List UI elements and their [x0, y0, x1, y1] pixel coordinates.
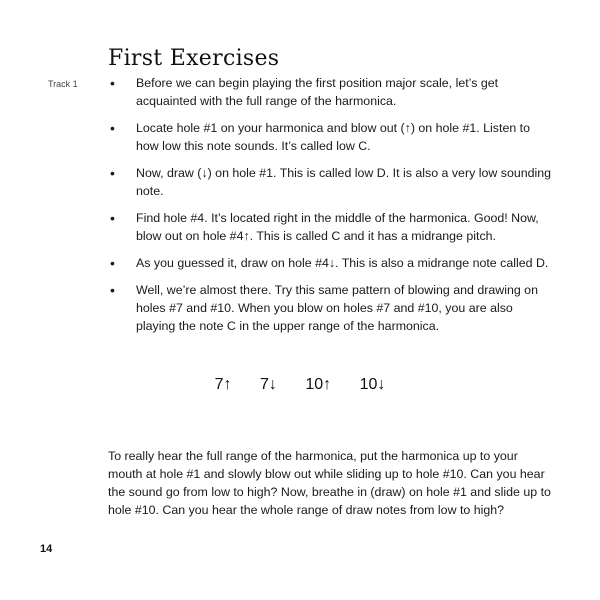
note-10-draw: 10↓ [359, 376, 386, 393]
note-10-blow: 10↑ [305, 376, 332, 393]
note-7-blow: 7↑ [214, 376, 232, 393]
page-title: First Exercises [108, 46, 280, 71]
track-label: Track 1 [48, 79, 78, 89]
closing-paragraph: To really hear the full range of the harmonica, put the harmonica up to your mouth at hole #1 and slowly blow out while sliding up to hole #10. Can you hear the sound go from low to high? Now, breathe in (draw) on hole #1 and slide up to hole #10. Can you hear the whole range of draw notes from low to high? [108, 449, 551, 517]
bullet-item: • Well, we’re almost there. Try this same pattern of blowing and drawing on holes #7 and #10. When you blow on holes #7 and #10, you are also playing the note C in the upper range of the harmonica. [108, 281, 552, 335]
exercise-bullet-list [108, 74, 552, 344]
bullet-item: • Now, draw (↓) on hole #1. This is called low D. It is also a very low sounding note. [108, 164, 552, 200]
page-number: 14 [40, 543, 53, 555]
bullet-item: • Before we can begin playing the first position major scale, let’s get acquainted with the full range of the harmonica. [108, 74, 552, 110]
note-sequence [0, 376, 600, 394]
note-7-draw: 7↓ [259, 376, 277, 393]
bullet-item: • Locate hole #1 on your harmonica and blow out (↑) on hole #1. Listen to how low this note sounds. It’s called low C. [108, 119, 552, 155]
bullet-item: • As you guessed it, draw on hole #4↓. This is also a midrange note called D. [108, 254, 552, 272]
bullet-item: • Find hole #4. It’s located right in the middle of the harmonica. Good! Now, blow out on hole #4↑. This is called C and it has a midrange pitch. [108, 209, 552, 245]
